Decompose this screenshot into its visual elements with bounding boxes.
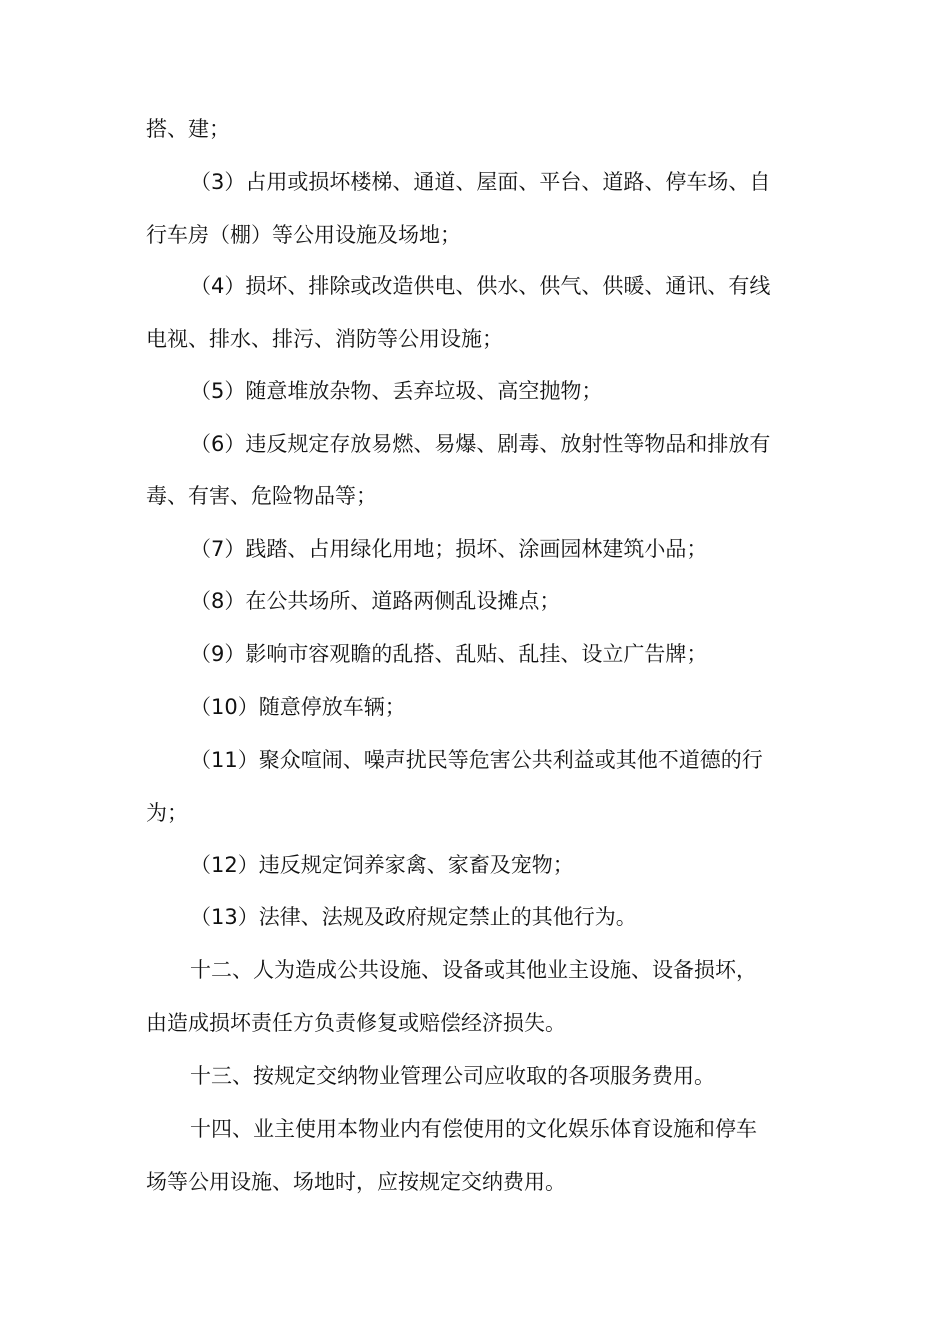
text-line: （11）聚众喧闹、噪声扰民等危害公共利益或其他不道德的行 [190,748,763,772]
text-line: （10）随意停放车辆； [190,695,406,719]
text-line: （12）违反规定饲养家禽、家畜及宠物； [190,853,574,877]
text-line: （5）随意堆放杂物、丢弃垃圾、高空抛物； [190,379,603,403]
text-line: 十三、按规定交纳物业管理公司应收取的各项服务费用。 [190,1064,715,1088]
text-line: 电视、排水、排污、消防等公用设施； [146,327,503,351]
text-line: 毒、有害、危险物品等； [146,484,377,508]
text-line: （8）在公共场所、道路两侧乱设摊点； [190,589,561,613]
text-line: 为； [146,801,188,825]
text-line: 场等公用设施、场地时，应按规定交纳费用。 [146,1170,566,1194]
text-line: （13）法律、法规及政府规定禁止的其他行为。 [190,905,637,929]
text-line: （9）影响市容观瞻的乱搭、乱贴、乱挂、设立广告牌； [190,642,708,666]
text-line: 搭、建； [146,117,230,141]
text-line: 十四、业主使用本物业内有偿使用的文化娱乐体育设施和停车 [190,1117,757,1141]
text-line: （4）损坏、排除或改造供电、供水、供气、供暖、通讯、有线 [190,274,771,298]
text-line: （3）占用或损坏楼梯、通道、屋面、平台、道路、停车场、自 [190,170,771,194]
text-line: （6）违反规定存放易燃、易爆、剧毒、放射性等物品和排放有 [190,432,771,456]
text-line: 由造成损坏责任方负责修复或赔偿经济损失。 [146,1011,566,1035]
text-line: 行车房（棚）等公用设施及场地； [146,223,461,247]
text-line: （7）践踏、占用绿化用地；损坏、涂画园林建筑小品； [190,537,708,561]
text-line: 十二、人为造成公共设施、设备或其他业主设施、设备损坏， [190,958,757,982]
